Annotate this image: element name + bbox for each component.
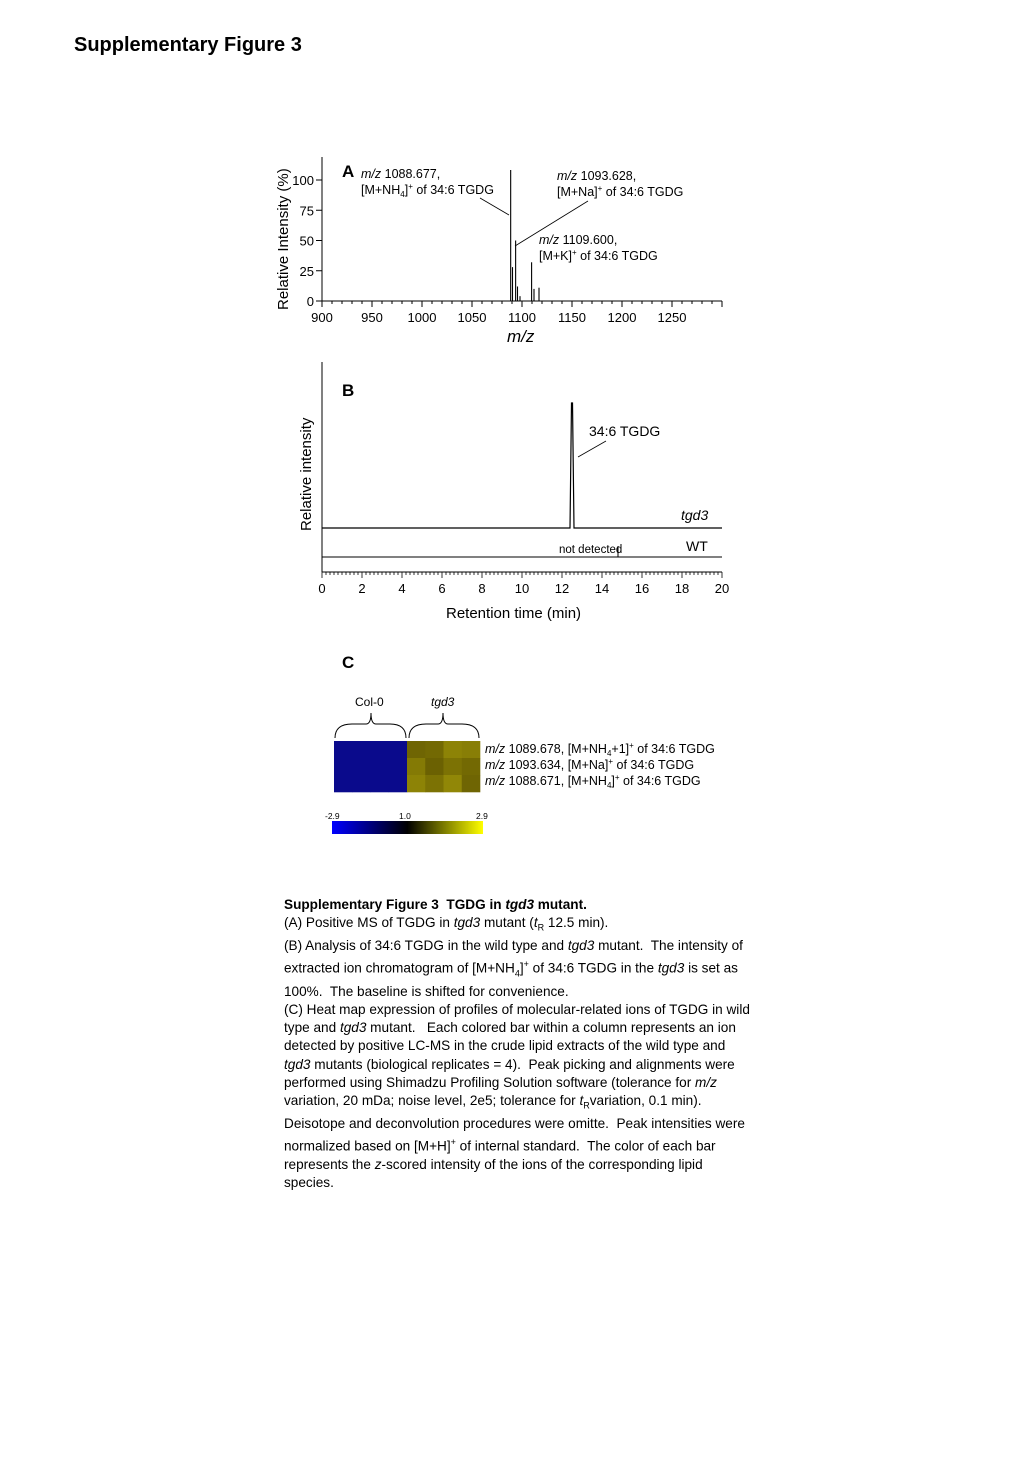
scale-min-label: -2.9	[325, 811, 340, 821]
panel-a-peaks	[511, 170, 539, 301]
heatmap	[334, 741, 480, 792]
heatmap-cell	[444, 775, 463, 792]
page-title: Supplementary Figure 3	[74, 34, 302, 56]
panel-a-ytick-label: 50	[299, 233, 314, 249]
scale-mid-label: 1.0	[399, 811, 411, 821]
panel-a-xticks	[311, 301, 722, 325]
panel-b-xtick-label: 16	[634, 581, 650, 596]
peak-label: 34:6 TGDG	[589, 423, 661, 439]
panel-b-label: B	[342, 381, 355, 400]
heatmap-cell	[444, 758, 463, 775]
annotation-1-line1: m/z 1088.677,	[361, 167, 441, 181]
tgd3-trace-label: tgd3	[681, 507, 709, 523]
annotation-1-leader	[480, 198, 509, 215]
panel-b-xtick-label: 14	[594, 581, 610, 596]
panel-b-xlabel: Retention time (min)	[446, 605, 582, 622]
annotation-3-line2: [M+K]+ of 34:6 TGDG	[539, 248, 658, 263]
tgd3-trace	[322, 403, 722, 528]
panel-a-xtick-label: 1150	[558, 310, 586, 325]
panel-a-xlabel: m/z	[507, 327, 535, 346]
panel-b-xtick-label: 12	[554, 581, 570, 596]
panel-a-yticks	[292, 173, 322, 309]
panel-a-ytick-label: 100	[292, 173, 314, 188]
panel-a-ylabel: Relative Intensity (%)	[275, 168, 292, 310]
annotation-2-line2: [M+Na]+ of 34:6 TGDG	[557, 184, 684, 199]
heatmap-cell	[425, 741, 444, 758]
heatmap-cell	[352, 741, 371, 758]
panel-b-xtick-label: 6	[438, 581, 446, 596]
scale-max-label: 2.9	[476, 811, 488, 821]
heatmap-row-label-2: m/z 1093.634, [M+Na]+ of 34:6 TGDG	[485, 757, 695, 772]
heatmap-cell	[444, 741, 463, 758]
panel-a	[275, 157, 722, 346]
heatmap-cell	[352, 775, 371, 792]
heatmap-cell	[334, 775, 353, 792]
caption-body: (A) Positive MS of TGDG in tgd3 mutant ($t_R$ 12.5 min). (B) Analysis of 34:6 TGDG in the wild type and tgd3 mutant. The intensity of extracted ion chromatogram of $[M+NH_4]^+$ of 34:6 TGDG in the tgd3 is set as 100%. The baseline is shifted for convenience. (C) Heat map expression of profiles of molecular-related ions of TGDG in wild type and tgd3 mutant. Each colored bar within a column represents an ion detected by positive LC-MS in the crude lipid extracts of the wild type and tgd3 mutants (biological replicates = 4). Peak picking and alignments were performed using Shimadzu Profiling Solution software (tolerance for m/z variation, 20 mDa; noise level, 2e5; tolerance for $t_Rvariation$, 0.1 min). Deisotope and deconvolution procedures were omitte. Peak intensities were normalized based on [M+H]+ of internal standard. The color of each bar represents the z-scored intensity of the ions of the corresponding lipid species.	[284, 915, 750, 1191]
heatmap-cell	[462, 758, 481, 775]
heatmap-cell	[462, 741, 481, 758]
figure-caption	[284, 896, 754, 1192]
heatmap-cell	[371, 775, 390, 792]
panel-b-xtick-label: 0	[318, 581, 326, 596]
heatmap-cell	[389, 775, 408, 792]
panel-b-xticks	[318, 572, 729, 596]
annotation-3-line1: m/z 1109.600,	[539, 233, 618, 247]
panel-a-xtick-label: 900	[311, 310, 333, 325]
heatmap-cell	[407, 741, 426, 758]
heatmap-cell	[371, 741, 390, 758]
panel-b	[298, 362, 729, 622]
group-label-col0: Col-0	[355, 695, 384, 709]
group-label-tgd3: tgd3	[431, 695, 455, 709]
panel-a-xtick-label: 1100	[508, 310, 536, 325]
panel-b-xtick-label: 8	[478, 581, 486, 596]
panel-b-xtick-label: 2	[358, 581, 366, 596]
heatmap-cell	[462, 775, 481, 792]
panel-a-xtick-label: 950	[361, 310, 383, 325]
panel-b-xtick-label: 4	[398, 581, 406, 596]
annotation-2-line1: m/z 1093.628,	[557, 169, 637, 183]
heatmap-cell	[425, 758, 444, 775]
panel-b-xtick-label: 10	[514, 581, 530, 596]
not-detected-label: not detected	[559, 544, 623, 556]
panel-a-ytick-label: 75	[299, 203, 314, 219]
heatmap-row-label-3: m/z 1088.671, $[M+NH_4]^+$ of 34:6 TGDG	[485, 773, 701, 790]
panel-c	[325, 653, 715, 834]
panel-a-xtick-label: 1200	[607, 310, 637, 325]
heatmap-cell	[425, 775, 444, 792]
panel-a-ytick-label: 0	[306, 294, 314, 309]
peak-label-leader	[578, 441, 606, 457]
heatmap-cell	[389, 741, 408, 758]
heatmap-row-label-1: m/z 1089.678, $[M+NH_4+1]^+$ of 34:6 TGDG	[485, 741, 715, 758]
heatmap-cell	[334, 741, 353, 758]
brace-col0	[335, 713, 406, 738]
heatmap-cell	[334, 758, 353, 775]
heatmap-cell	[352, 758, 371, 775]
heatmap-cell	[389, 758, 408, 775]
wt-trace-label: WT	[686, 538, 708, 554]
caption-title: Supplementary Figure 3 TGDG in tgd3 mutant.	[284, 897, 587, 912]
panel-b-xtick-label: 20	[714, 581, 730, 596]
panel-b-xtick-label: 18	[674, 581, 690, 596]
panel-a-ytick-label: 25	[299, 263, 314, 279]
panel-a-xtick-label: 1250	[657, 310, 687, 325]
brace-tgd3	[409, 713, 479, 738]
panel-b-ylabel: Relative intensity	[298, 417, 315, 531]
panel-c-label: C	[342, 653, 355, 672]
panel-a-xtick-label: 1000	[407, 310, 437, 325]
color-scale-bar	[332, 821, 483, 834]
heatmap-cell	[407, 758, 426, 775]
panel-a-label: A	[342, 162, 355, 181]
panel-a-xtick-label: 1050	[457, 310, 487, 325]
heatmap-cell	[371, 758, 390, 775]
heatmap-cell	[407, 775, 426, 792]
annotation-1-line2: $[M+NH_4]^+$ of 34:6 TGDG	[361, 182, 494, 199]
